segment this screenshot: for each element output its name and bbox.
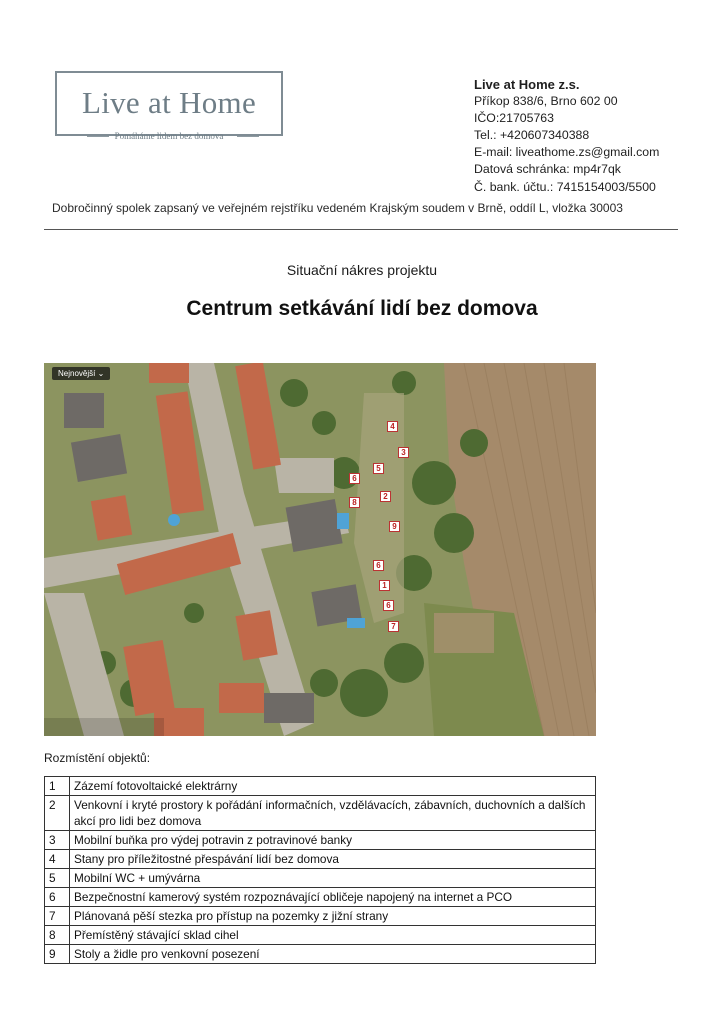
legend-heading: Rozmístění objektů: — [44, 751, 151, 765]
map-marker[interactable]: 6 — [383, 600, 394, 611]
legend-text: Mobilní buňka pro výdej potravin z potravinové banky — [70, 831, 596, 850]
map-marker[interactable]: 7 — [388, 621, 399, 632]
legend-text: Mobilní WC + umývárna — [70, 869, 596, 888]
aerial-map[interactable] — [44, 363, 596, 736]
table-row — [45, 796, 596, 831]
legend-number: 7 — [45, 907, 70, 926]
logo-divider-right — [237, 136, 259, 137]
legend-text: Přemístěný stávající sklad cihel — [70, 926, 596, 945]
legend-number: 8 — [45, 926, 70, 945]
document-title: Centrum setkávání lidí bez domova — [186, 297, 538, 320]
document-subtitle: Situační nákres projektu — [286, 262, 438, 278]
org-address: Příkop 838/6, Brno 602 00 — [474, 94, 618, 109]
registry-note: Dobročinný spolek zapsaný ve veřejném rejstříku vedeném Krajským soudem v Brně, oddíl L, vložka 30003 — [52, 201, 623, 215]
legend-number: 5 — [45, 869, 70, 888]
legend-number: 4 — [45, 850, 70, 869]
table-row — [45, 777, 596, 796]
map-marker[interactable]: 2 — [380, 491, 391, 502]
map-marker[interactable]: 6 — [373, 560, 384, 571]
legend-number: 1 — [45, 777, 70, 796]
map-marker[interactable]: 4 — [387, 421, 398, 432]
legend-table — [44, 776, 596, 964]
map-layer-button[interactable]: Nejnovější ⌄ — [52, 367, 110, 380]
org-databox: Datová schránka: mp4r7qk — [474, 162, 621, 177]
logo-title: Live at Home — [81, 85, 257, 120]
table-row — [45, 888, 596, 907]
map-marker[interactable]: 3 — [398, 447, 409, 458]
contact-block — [474, 76, 659, 196]
org-ico: IČO:21705763 — [474, 111, 554, 126]
legend-text: Zázemí fotovoltaické elektrárny — [70, 777, 596, 796]
legend-text: Plánovaná pěší stezka pro přístup na pozemky z jižní strany — [70, 907, 596, 926]
org-phone: Tel.: +420607340388 — [474, 128, 590, 143]
legend-text: Venkovní i kryté prostory k pořádání informačních, vzdělávacích, zábavních, duchovních a dalších akcí pro lidi bez domova — [70, 796, 596, 831]
chevron-down-icon: ⌄ — [97, 369, 105, 378]
legend-text: Bezpečnostní kamerový systém rozpoznávající obličeje napojený na internet a PCO — [70, 888, 596, 907]
map-marker[interactable]: 8 — [349, 497, 360, 508]
table-row — [45, 945, 596, 964]
legend-text: Stoly a židle pro venkovní posezení — [70, 945, 596, 964]
table-row — [45, 850, 596, 869]
logo — [55, 71, 283, 141]
org-bank-account: Č. bank. účtu.: 7415154003/5500 — [474, 179, 656, 194]
map-marker[interactable]: 6 — [349, 473, 360, 484]
table-row — [45, 869, 596, 888]
legend-text: Stany pro příležitostné přespávání lidí bez domova — [70, 850, 596, 869]
aerial-map-image — [44, 363, 596, 736]
legend-number: 9 — [45, 945, 70, 964]
map-marker[interactable]: 1 — [379, 580, 390, 591]
legend-number: 3 — [45, 831, 70, 850]
legend-number: 6 — [45, 888, 70, 907]
logo-tagline: Pomáháme lidem bez domova — [114, 131, 224, 141]
header-divider — [44, 229, 678, 230]
table-row — [45, 831, 596, 850]
table-row — [45, 926, 596, 945]
org-email: E-mail: liveathome.zs@gmail.com — [474, 145, 660, 160]
map-marker[interactable]: 9 — [389, 521, 400, 532]
legend-number: 2 — [45, 796, 70, 831]
table-row — [45, 907, 596, 926]
org-name: Live at Home z.s. — [474, 77, 580, 92]
map-marker[interactable]: 5 — [373, 463, 384, 474]
